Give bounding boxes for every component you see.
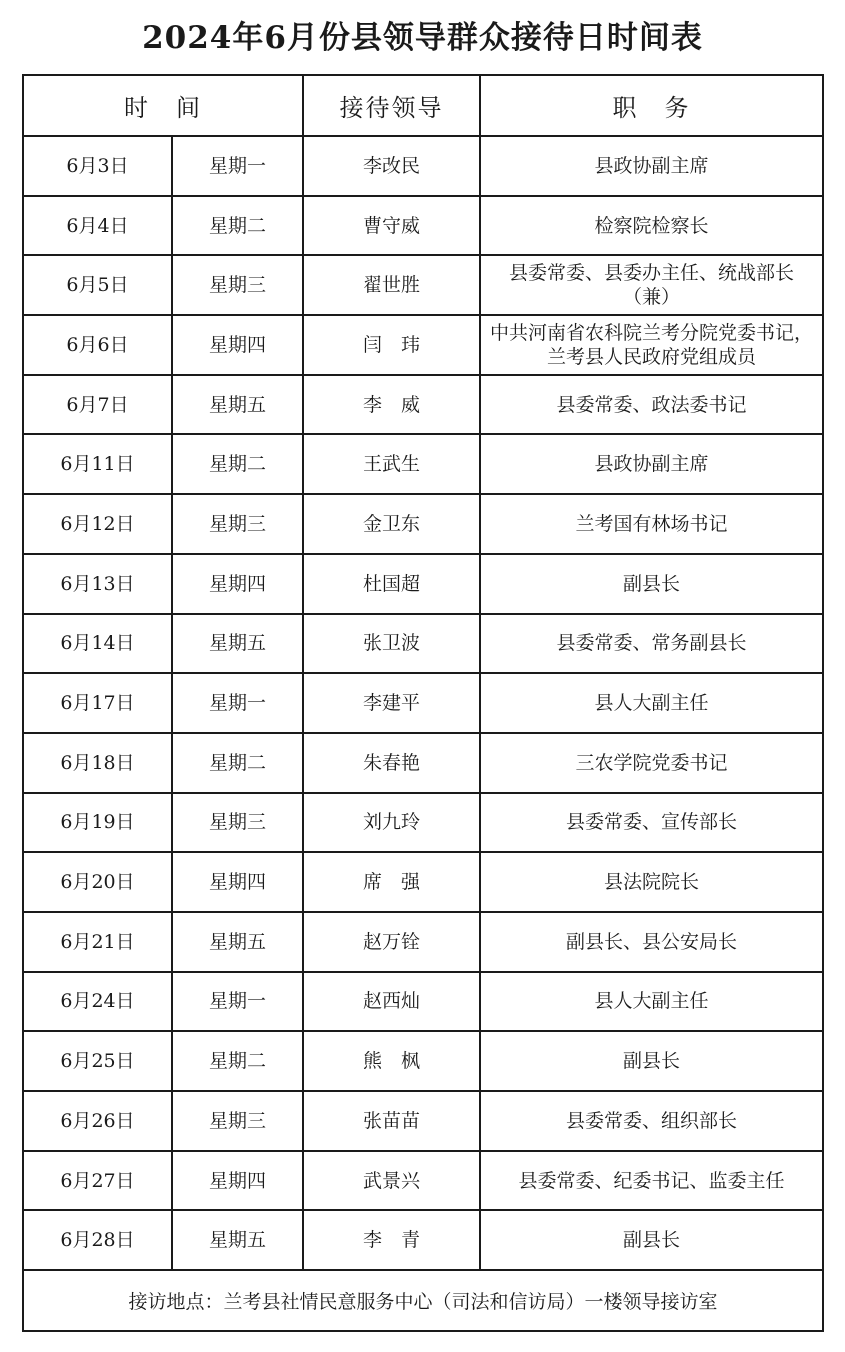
date-cell: 6月26日	[23, 1091, 172, 1151]
weekday-cell: 星期二	[172, 196, 303, 256]
weekday-cell: 星期一	[172, 136, 303, 196]
position-cell: 县法院院长	[480, 852, 823, 912]
visit-location: 接访地点：兰考县社情民意服务中心（司法和信访局）一楼领导接访室	[23, 1270, 823, 1331]
date-cell: 6月13日	[23, 554, 172, 614]
weekday-cell: 星期三	[172, 494, 303, 554]
header-position: 职 务	[480, 75, 823, 136]
leader-cell: 朱春艳	[303, 733, 480, 793]
table-row	[23, 852, 823, 912]
date-cell: 6月21日	[23, 912, 172, 972]
leader-cell: 张卫波	[303, 614, 480, 674]
weekday-cell: 星期二	[172, 1031, 303, 1091]
weekday-cell: 星期一	[172, 673, 303, 733]
weekday-cell: 星期四	[172, 315, 303, 375]
table-row	[23, 614, 823, 674]
position-cell: 县委常委、县委办主任、统战部长（兼）	[480, 255, 823, 315]
leader-cell: 赵西灿	[303, 972, 480, 1032]
leader-cell: 王武生	[303, 434, 480, 494]
leader-cell: 李改民	[303, 136, 480, 196]
date-cell: 6月3日	[23, 136, 172, 196]
header-time: 时 间	[23, 75, 303, 136]
date-cell: 6月24日	[23, 972, 172, 1032]
date-cell: 6月28日	[23, 1210, 172, 1270]
leader-cell: 杜国超	[303, 554, 480, 614]
date-cell: 6月5日	[23, 255, 172, 315]
table-row	[23, 315, 823, 375]
position-cell: 副县长	[480, 1031, 823, 1091]
leader-cell: 李 威	[303, 375, 480, 435]
weekday-cell: 星期五	[172, 375, 303, 435]
table-row	[23, 912, 823, 972]
date-cell: 6月19日	[23, 793, 172, 853]
date-cell: 6月11日	[23, 434, 172, 494]
position-cell: 副县长	[480, 554, 823, 614]
position-cell: 县政协副主席	[480, 434, 823, 494]
leader-cell: 李建平	[303, 673, 480, 733]
date-cell: 6月12日	[23, 494, 172, 554]
table-row	[23, 1031, 823, 1091]
leader-cell: 熊 枫	[303, 1031, 480, 1091]
table-row	[23, 136, 823, 196]
table-row	[23, 434, 823, 494]
table-row	[23, 1210, 823, 1270]
position-cell: 县委常委、政法委书记	[480, 375, 823, 435]
position-cell: 县政协副主席	[480, 136, 823, 196]
schedule-table	[22, 74, 824, 1332]
weekday-cell: 星期三	[172, 793, 303, 853]
weekday-cell: 星期五	[172, 614, 303, 674]
weekday-cell: 星期四	[172, 1151, 303, 1211]
date-cell: 6月20日	[23, 852, 172, 912]
position-cell: 副县长	[480, 1210, 823, 1270]
leader-cell: 金卫东	[303, 494, 480, 554]
table-row	[23, 1151, 823, 1211]
position-cell: 中共河南省农科院兰考分院党委书记，兰考县人民政府党组成员	[480, 315, 823, 375]
date-cell: 6月6日	[23, 315, 172, 375]
date-cell: 6月17日	[23, 673, 172, 733]
table-footer-row	[23, 1270, 823, 1331]
table-header-row	[23, 75, 823, 136]
leader-cell: 翟世胜	[303, 255, 480, 315]
date-cell: 6月4日	[23, 196, 172, 256]
table-row	[23, 554, 823, 614]
header-leader: 接待领导	[303, 75, 480, 136]
table-row	[23, 1091, 823, 1151]
table-row	[23, 494, 823, 554]
table-row	[23, 375, 823, 435]
position-cell: 副县长、县公安局长	[480, 912, 823, 972]
weekday-cell: 星期四	[172, 554, 303, 614]
position-cell: 县委常委、纪委书记、监委主任	[480, 1151, 823, 1211]
table-row	[23, 673, 823, 733]
table-row	[23, 255, 823, 315]
table-row	[23, 733, 823, 793]
weekday-cell: 星期四	[172, 852, 303, 912]
leader-cell: 赵万铨	[303, 912, 480, 972]
position-cell: 检察院检察长	[480, 196, 823, 256]
table-row	[23, 196, 823, 256]
position-cell: 县委常委、组织部长	[480, 1091, 823, 1151]
leader-cell: 李 青	[303, 1210, 480, 1270]
weekday-cell: 星期五	[172, 1210, 303, 1270]
leader-cell: 刘九玲	[303, 793, 480, 853]
table-row	[23, 793, 823, 853]
leader-cell: 闫 玮	[303, 315, 480, 375]
position-cell: 县人大副主任	[480, 673, 823, 733]
weekday-cell: 星期二	[172, 434, 303, 494]
date-cell: 6月7日	[23, 375, 172, 435]
weekday-cell: 星期三	[172, 255, 303, 315]
position-cell: 兰考国有林场书记	[480, 494, 823, 554]
position-cell: 县委常委、常务副县长	[480, 614, 823, 674]
position-cell: 县人大副主任	[480, 972, 823, 1032]
date-cell: 6月18日	[23, 733, 172, 793]
weekday-cell: 星期二	[172, 733, 303, 793]
date-cell: 6月27日	[23, 1151, 172, 1211]
position-cell: 县委常委、宣传部长	[480, 793, 823, 853]
table-row	[23, 972, 823, 1032]
leader-cell: 武景兴	[303, 1151, 480, 1211]
weekday-cell: 星期一	[172, 972, 303, 1032]
leader-cell: 张苗苗	[303, 1091, 480, 1151]
date-cell: 6月14日	[23, 614, 172, 674]
weekday-cell: 星期五	[172, 912, 303, 972]
weekday-cell: 星期三	[172, 1091, 303, 1151]
leader-cell: 曹守威	[303, 196, 480, 256]
date-cell: 6月25日	[23, 1031, 172, 1091]
table-body	[23, 136, 823, 1270]
position-cell: 三农学院党委书记	[480, 733, 823, 793]
page-title: 2024年6月份县领导群众接待日时间表	[142, 20, 703, 56]
leader-cell: 席 强	[303, 852, 480, 912]
